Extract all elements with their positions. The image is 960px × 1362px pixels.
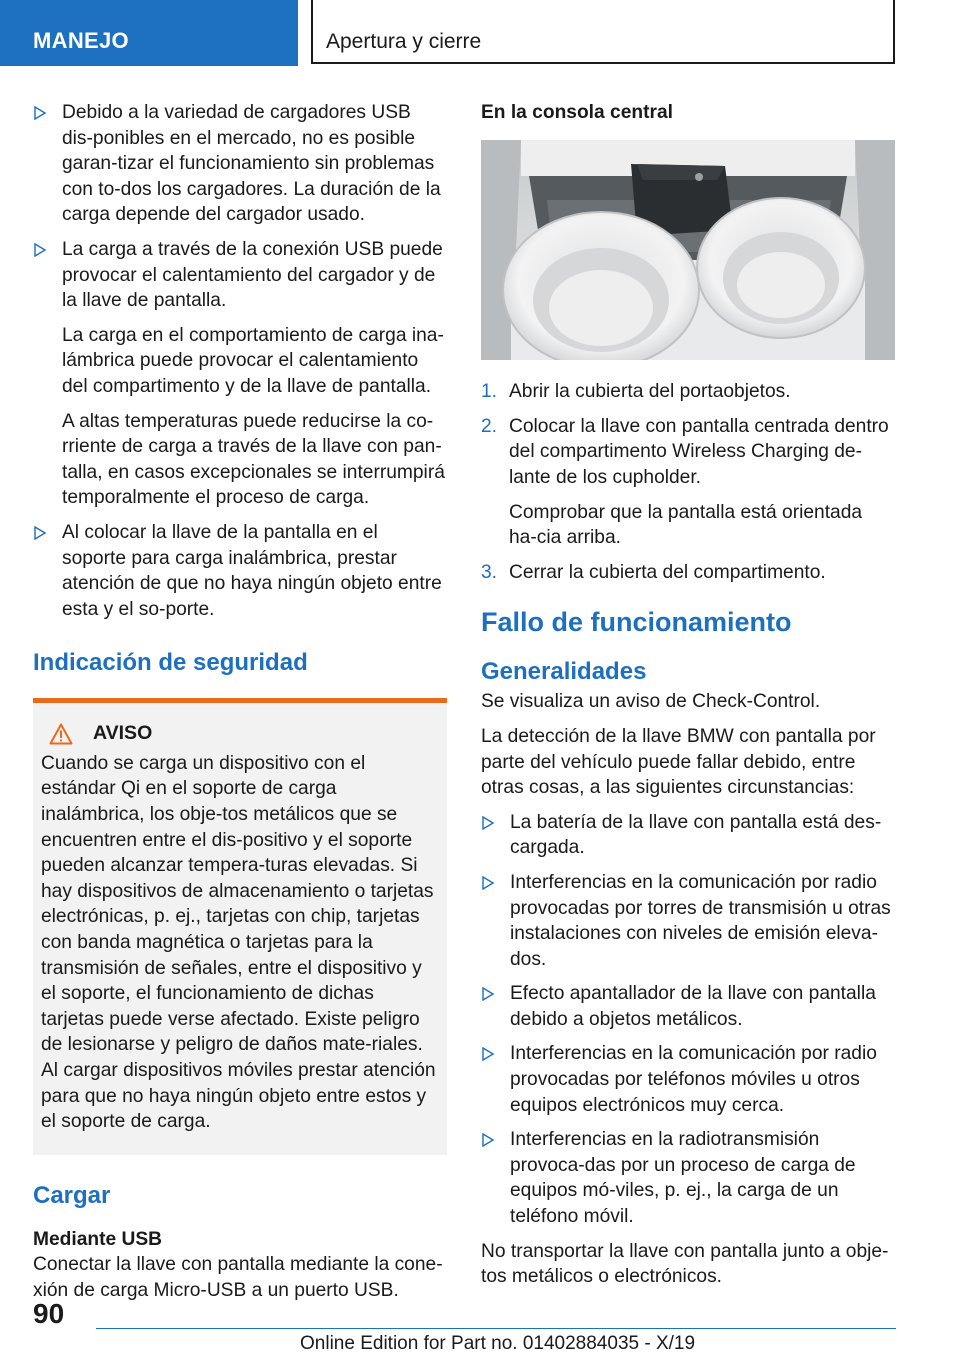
triangle-right-icon [481,876,495,890]
footer-edition: Online Edition for Part no. 01402884035 - X/19 [300,1333,696,1354]
list-item-text: La carga a través de la conexión USB puede provocar el calentamiento del cargador y de la llave de pantalla. [62,238,443,312]
list-item-text: A altas temperaturas puede reducirse la co-rriente de carga a través de la llave con pan-talla, en casos excepcionales se interrumpirá temporalmente el proceso de carga. [62,410,445,509]
list-item [481,1127,895,1229]
center-console-photo [481,140,895,360]
list-item-text: La batería de la llave con pantalla está des-cargada. [510,811,882,859]
list-item-text: Interferencias en la comunicación por radio provocadas por torres de transmisión u otras instalaciones con niveles de emisión eleva-dos. [510,871,891,970]
step-item [481,560,895,586]
list-item [33,520,447,622]
general-heading: Generalidades [481,658,647,686]
list-item-text: Debido a la variedad de cargadores USB dis-ponibles en el mercado, no es posible garan-tizar el funcionamiento sin problemas con to-dos los cargadores. La duración de la carga depende del cargador usado. [62,102,441,226]
warning-box [33,698,447,1155]
step-text: Cerrar la cubierta del compartimento. [509,561,826,583]
step-number: 3. [481,561,498,583]
usb-heading: Mediante USB [33,1228,163,1250]
list-item [33,100,447,228]
header-chapter-label: Apertura y cierre [326,30,482,53]
list-item-text: Al colocar la llave de la pantalla en el soporte para carga inalámbrica, prestar atención de que no haya ningún objeto entre esta y el so-porte. [62,521,442,620]
step-text: Colocar la llave con pantalla centrada dentro del compartimento Wireless Charging de-lante de los cupholder. [509,415,889,488]
warning-title [41,721,439,747]
triangle-right-icon [33,526,47,540]
general-text: Se visualiza un aviso de Check-Control. [481,691,821,713]
step-number: 1. [481,381,498,403]
step-text: Abrir la cubierta del portaobjetos. [509,381,791,403]
list-item-text: Interferencias en la radiotransmisión provoca-das por un proceso de carga de equipos mó-viles, p. ej., la carga de un teléfono móvil. [510,1129,856,1228]
step-item [481,414,895,551]
triangle-right-icon [481,987,495,1001]
warning-title-label: AVISO [93,722,153,745]
safety-heading: Indicación de seguridad [33,649,308,677]
triangle-right-icon [33,243,47,257]
final-text: No transportar la llave con pantalla junto a obje-tos metálicos o electrónicos. [481,1240,889,1288]
malfunction-heading: Fallo de funcionamiento [481,607,792,638]
usb-text: Conectar la llave con pantalla mediante la cone-xión de carga Micro-USB a un puerto USB. [33,1254,443,1301]
step-text: Comprobar que la pantalla está orientada ha-cia arriba. [509,501,863,549]
warning-triangle-icon [49,723,73,745]
page-number: 90 [33,1298,65,1329]
list-item [33,237,447,511]
charge-heading: Cargar [33,1181,111,1209]
list-item [481,1041,895,1118]
triangle-right-icon [33,106,47,120]
list-item-text: La carga en el comportamiento de carga ina-lámbrica puede provocar el calentamiento del compartimento y de la llave de pantalla. [62,324,444,397]
general-text: La detección de la llave BMW con pantalla por parte del vehículo puede fallar debido, entre otras cosas, a las siguientes circunstancias: [481,725,876,799]
triangle-right-icon [481,1133,495,1147]
triangle-right-icon [481,816,495,830]
step-number: 2. [481,415,498,437]
list-item [481,870,895,972]
step-item [481,379,895,405]
triangle-right-icon [481,1047,495,1061]
right-column [481,100,895,1290]
list-item-text: Efecto apantallador de la llave con pantalla debido a objetos metálicos. [510,983,876,1030]
header-chapter-box [311,0,895,64]
list-item [481,981,895,1032]
console-heading: En la consola central [481,102,673,123]
warning-text: Cuando se carga un dispositivo con el estándar Qi en el soporte de carga inalámbrica, los obje-tos metálicos que se encuentren entre el dis-positivo y el soporte pueden alcanzar tempera-turas elevadas. Si hay dispositivos de almacenamiento o tarjetas electrónicas, p. ej., tarjetas con chip, tarjetas con banda magnética o tarjetas para la transmisión de señales, entre el dispositivo y el soporte, el funcionamiento de dichas tarjetas puede verse afectado. Existe peligro de lesionarse y peligro de daños mate-riales. Al cargar dispositivos móviles prestar atención para que no haya ningún objeto entre estos y el soporte de carga. [41,752,436,1133]
list-item-text: Interferencias en la comunicación por radio provocadas por teléfonos móviles u otros equipos electrónicos muy cerca. [510,1043,877,1116]
header-section-label: MANEJO [33,28,129,53]
footer-divider [96,1328,896,1329]
list-item [481,810,895,861]
left-column [33,100,447,1304]
header-section-tab [0,0,298,66]
